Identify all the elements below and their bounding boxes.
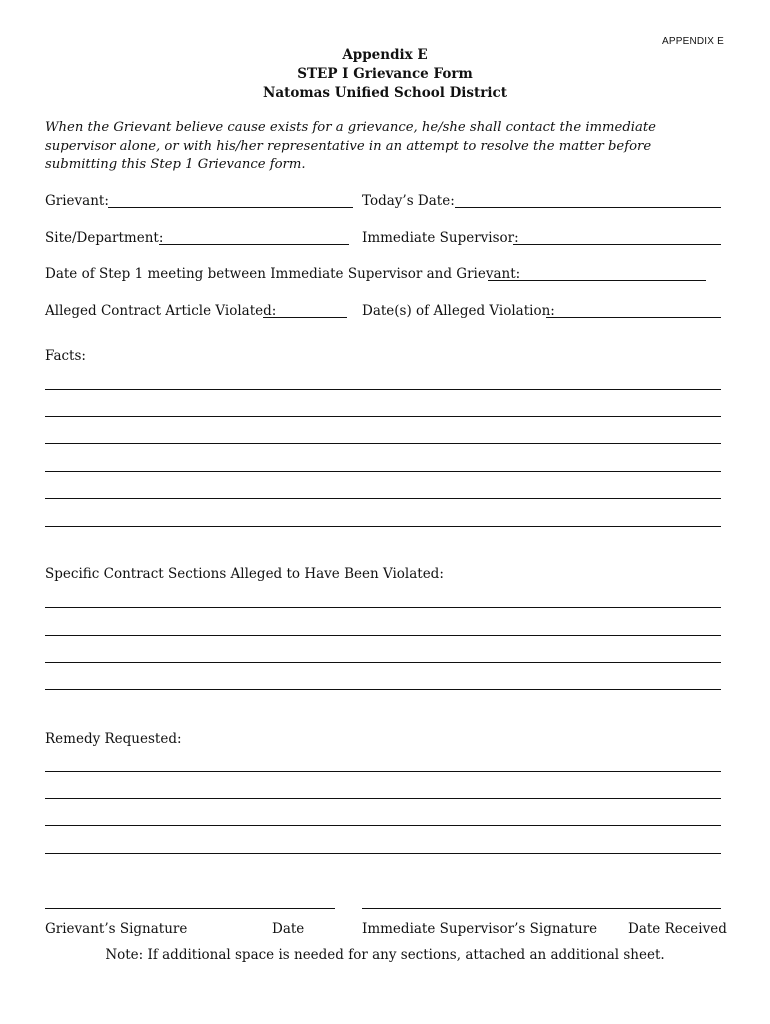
contract-sections-line[interactable] <box>45 662 721 663</box>
row-step1-meeting <box>0 266 770 286</box>
step1-meeting-field[interactable] <box>488 280 706 281</box>
date-received-label: Date Received <box>628 921 727 937</box>
immediate-supervisor-label: Immediate Supervisor: <box>362 230 519 246</box>
title-district: Natomas Unified School District <box>263 85 507 101</box>
todays-date-label: Today’s Date: <box>362 193 455 209</box>
row-grievant-date <box>0 193 770 213</box>
immediate-supervisor-field[interactable] <box>513 244 721 245</box>
alleged-article-label: Alleged Contract Article Violated: <box>45 303 277 319</box>
contract-sections-line[interactable] <box>45 635 721 636</box>
row-site-supervisor <box>0 230 770 250</box>
site-department-label: Site/Department: <box>45 230 164 246</box>
title-appendix: Appendix E <box>342 47 428 63</box>
remedy-line[interactable] <box>45 798 721 799</box>
title-form-name: STEP I Grievance Form <box>297 66 473 82</box>
remedy-label: Remedy Requested: <box>45 731 182 747</box>
facts-line[interactable] <box>45 416 721 417</box>
contract-sections-line[interactable] <box>45 607 721 608</box>
form-title-block <box>0 46 770 103</box>
dates-alleged-violation-label: Date(s) of Alleged Violation: <box>362 303 555 319</box>
facts-line[interactable] <box>45 498 721 499</box>
remedy-line[interactable] <box>45 771 721 772</box>
footer-note: Note: If additional space is needed for any sections, attached an additional sheet. <box>105 947 665 963</box>
dates-alleged-violation-field[interactable] <box>546 317 721 318</box>
grievant-signature-line[interactable] <box>45 908 335 909</box>
grievant-field[interactable] <box>108 207 353 208</box>
appendix-tag: APPENDIX E <box>661 36 724 47</box>
supervisor-signature-line[interactable] <box>362 908 721 909</box>
remedy-line[interactable] <box>45 853 721 854</box>
facts-line[interactable] <box>45 471 721 472</box>
grievant-signature-label: Grievant’s Signature <box>45 921 188 937</box>
alleged-article-field[interactable] <box>263 317 347 318</box>
contract-sections-label: Specific Contract Sections Alleged to Have Been Violated: <box>45 566 444 582</box>
intro-instructions: When the Grievant believe cause exists for a grievance, he/she shall contact the immediate supervisor alone, or with his/her representative in an attempt to resolve the matter before submitting this Step 1 Grievance form. <box>45 120 656 172</box>
contract-sections-line[interactable] <box>45 689 721 690</box>
supervisor-signature-label: Immediate Supervisor’s Signature <box>362 921 598 937</box>
site-department-field[interactable] <box>159 244 349 245</box>
step1-meeting-label: Date of Step 1 meeting between Immediate Supervisor and Grievant: <box>45 266 521 282</box>
facts-line[interactable] <box>45 389 721 390</box>
row-alleged-violation <box>0 303 770 323</box>
remedy-line[interactable] <box>45 825 721 826</box>
grievant-date-label: Date <box>272 921 305 937</box>
facts-label: Facts: <box>45 348 86 364</box>
todays-date-field[interactable] <box>455 207 721 208</box>
facts-line[interactable] <box>45 443 721 444</box>
facts-line[interactable] <box>45 526 721 527</box>
grievant-label: Grievant: <box>45 193 109 209</box>
